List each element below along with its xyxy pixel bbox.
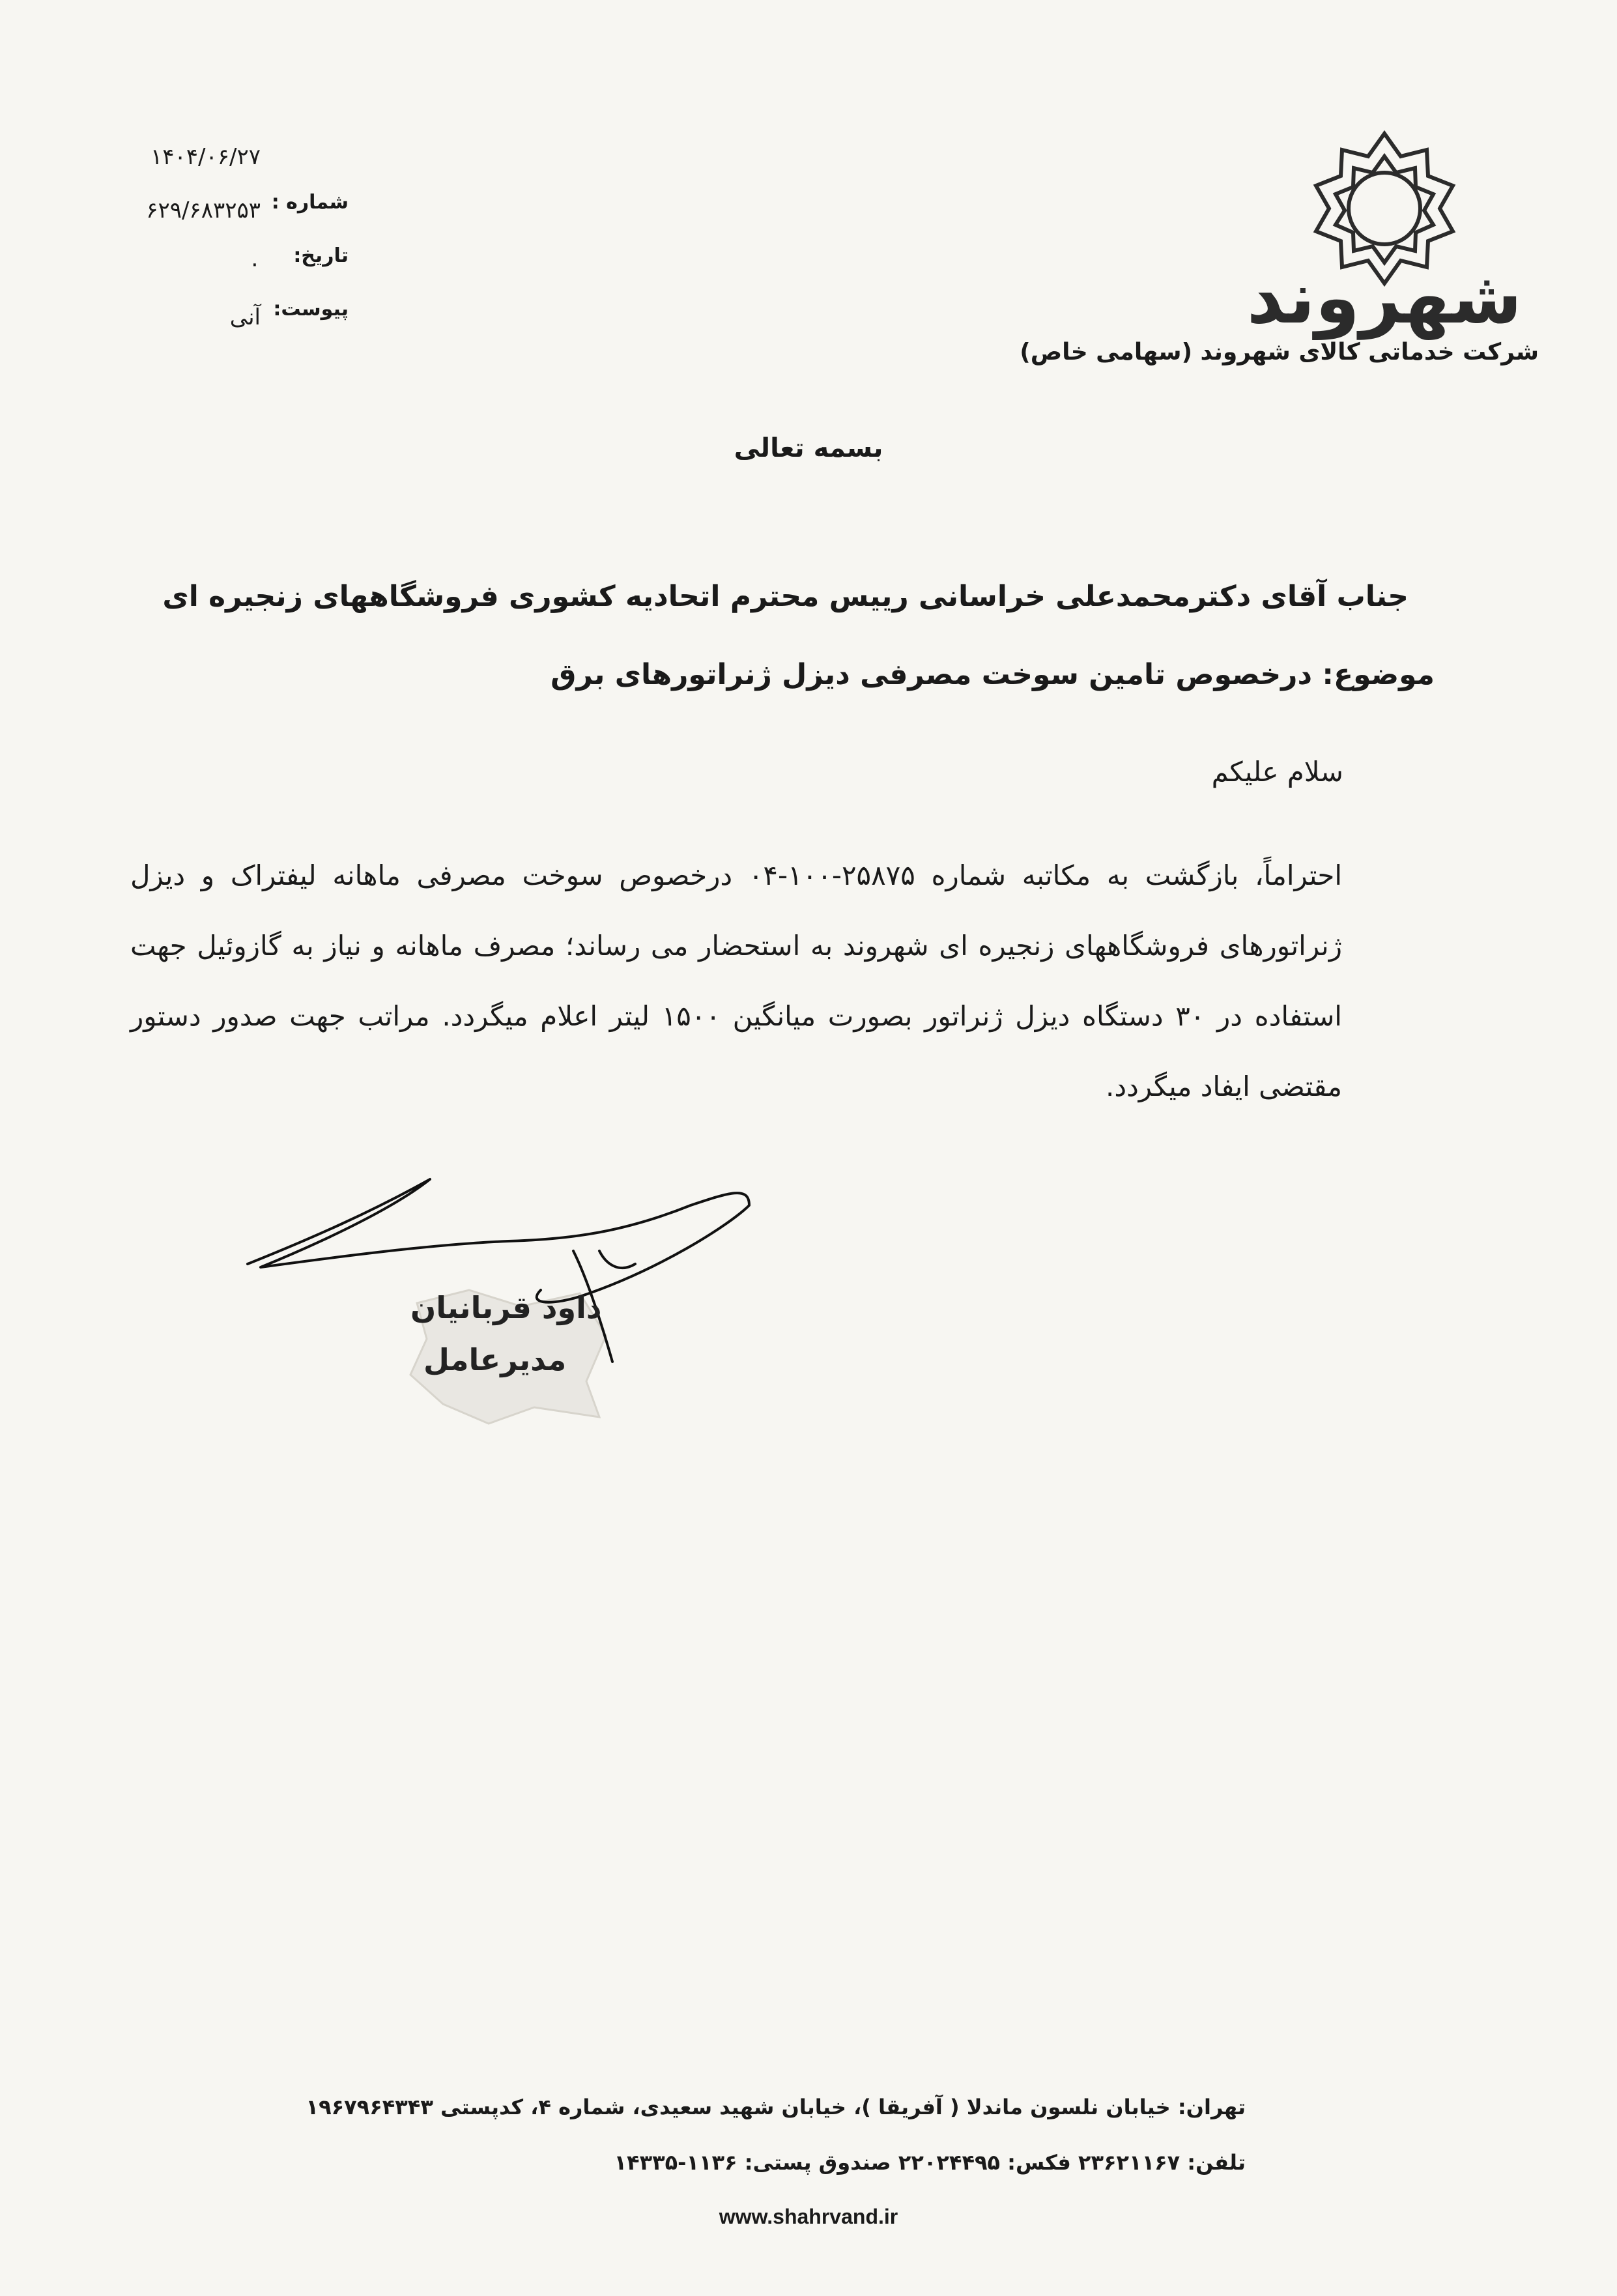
logo-wordmark: شهروند xyxy=(1246,256,1523,339)
greeting: سلام علیکم xyxy=(1211,756,1343,788)
footer-website[interactable]: www.shahrvand.ir xyxy=(719,2205,898,2228)
signatory-title: مدیرعامل xyxy=(423,1342,567,1377)
meta-values xyxy=(91,130,261,344)
shahrvand-logo xyxy=(1238,121,1531,342)
basmala: بسمه تعالی xyxy=(734,433,883,463)
number-label: شماره : xyxy=(271,191,349,214)
letter-body: احتراماً، بازگشت به مکاتبه شماره ۲۵۸۷۵-۱۰۰-۰۴ درخصوص سوخت مصرفی ماهانه لیفتراک و دیزل ژنراتورهای فروشگاههای زنجیره ای شهروند به استحضار می رساند؛ مصرف ماهانه و نیاز به گازوئیل جهت استفاده در ۳۰ دستگاه دیزل ژنراتور بصورت میانگین ۱۵۰۰ لیتر اعلام میگردد. مراتب جهت صدور دستور مقتضی ایفاد میگردد. xyxy=(130,859,1343,1102)
recipient-line: جناب آقای دکترمحمدعلی خراسانی رییس محترم اتحادیه کشوری فروشگاههای زنجیره ای xyxy=(162,580,1409,613)
date-value: ۱۴۰۴/۰۶/۲۷ xyxy=(150,144,261,170)
meta-labels xyxy=(257,176,349,336)
signatory-name: داود قربانیان xyxy=(410,1290,602,1325)
footer-phone: تلفن: ۲۳۶۲۱۱۶۷ فکس: ۲۲۰۲۴۴۹۵ صندوق پستی: ۱۱۳۶-۱۴۳۳۵ xyxy=(614,2150,1246,2175)
attachment-label: پیوست: xyxy=(273,298,349,321)
priority-value: آنی xyxy=(229,304,261,330)
attachment-value: ۰ xyxy=(248,251,261,277)
number-value: ۶۲۹/۶۸۳۲۵۳ xyxy=(146,197,261,223)
company-name: شرکت خدماتی کالای شهروند (سهامی خاص) xyxy=(1020,339,1539,366)
footer-address: تهران: خیابان نلسون ماندلا ( آفریقا )، خیابان شهید سعیدی، شماره ۴، کدپستی ۱۹۶۷۹۶۴۳۴۳ xyxy=(306,2095,1246,2119)
date-label: تاریخ: xyxy=(293,244,349,267)
subject-line: موضوع: درخصوص تامین سوخت مصرفی دیزل ژنراتورهای برق xyxy=(551,658,1435,691)
